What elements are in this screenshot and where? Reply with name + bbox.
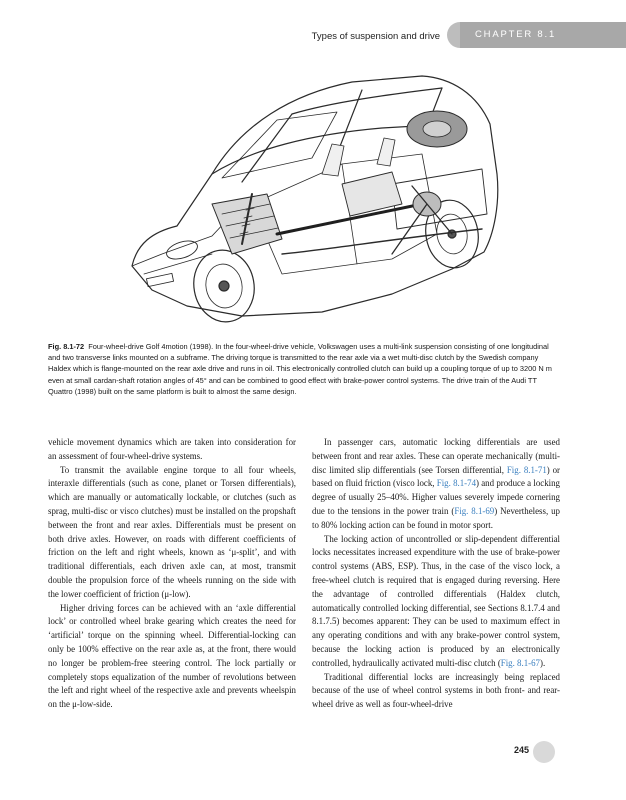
- page-number-decorative-circle: [533, 741, 555, 763]
- paragraph: [312, 533, 560, 671]
- figure-reference-link[interactable]: Fig. 8.1-71: [506, 464, 547, 475]
- paragraph: To transmit the available engine torque to all four wheels, interaxle differentials (such as cone, planet or Torsen differentials), which are manually or automatically lockable, or clutches (such as sprag, multi-disc or visco clutches) must be installed on the propshaft between the front and rear axles. Differentials must be present on both drive axles. However, on roads with different coefficients of friction on the left and right wheels, known as ‘μ-split’, and with traditional differentials, each driven axle can, at most, transmit double the propulsion force of the wheels running on the side with the lower coefficient of friction (μ-low).: [48, 464, 296, 599]
- running-header-title: Types of suspension and drive: [311, 31, 440, 42]
- paragraph: Traditional differential locks are increasingly being replaced because of the use of wheel control systems in both front- and rear-wheel drive as well as four-wheel-drive: [312, 671, 560, 710]
- figure-caption: [48, 341, 560, 397]
- text-run: ) Nevertheless, up to 80% locking action can be found in motor sport.: [312, 505, 560, 530]
- text-run: ) or based on fluid friction (visco lock,: [312, 464, 561, 489]
- paragraph: Higher driving forces can be achieved with an ‘axle differential lock’ or controlled wheel brake gearing which creates the need for ‘artificial’ torque on the spinning wheel. Differential-locking can only be 100% effective on the rear axle as, at the front, there would no longer be problem-free steering control. The lock partially or completely stops equalization of the number of revolutions between the left and right wheel of the respective axle and prevents wheelspin on the μ-low-side.: [48, 602, 296, 710]
- page-number: 245: [514, 745, 530, 755]
- figure-reference-link[interactable]: Fig. 8.1-69: [454, 505, 495, 516]
- figure-caption-text: Four-wheel-drive Golf 4motion (1998). In the four-wheel-drive vehicle, Volkswagen uses a multi-link suspension consisting of one longitudinal and two transverse links mounted on a subframe. The driving torque is transmitted to the rear axle via a wet multi-disc clutch by the Swedish company Haldex which is flange-mounted on the rear axle drive and runs in oil. This electronically controlled clutch can build up a coupling torque of up to 3200 N m even at small cardan-shaft rotation angles of 45° and can be combined to good effect with brake-power control systems. The drive train of the Audi TT Quattro (1998) built on the same platform is built to almost the same design.: [48, 342, 552, 396]
- paragraph: [312, 436, 560, 533]
- body-column-left: [48, 436, 296, 712]
- text-run: In passenger cars, automatic locking differentials are used between front and rear axles. These can operate mechanically (multi-disc limited slip differentials (see Torsen differential,: [312, 437, 560, 475]
- figure-reference-link[interactable]: Fig. 8.1-74: [436, 478, 477, 489]
- figure-reference-link[interactable]: Fig. 8.1-67: [500, 657, 540, 668]
- text-run: The locking action of uncontrolled or slip-dependent differential locks necessitates increased expenditure with the use of brake-power control systems (ABS, ESP). Thus, in the case of the visco lock, a free-wheel clutch is required that is engaged during reversing. Here the advantage of controlled differentials (Haldex clutch, automatically controlled locking differential, see Sections 8.1.7.4 and 8.1.7.5) becomes apparent: They can be used to maximum effect in any operating conditions and with any brake-power control system, because the locking action is produced by an electronically controlled, hydraulically activated multi-disc clutch (: [312, 533, 560, 668]
- car-drivetrain-drawing: [92, 54, 512, 334]
- body-column-right: [312, 436, 560, 712]
- chapter-tab: CHAPTER 8.1: [460, 22, 626, 48]
- text-run: ) and produce a locking degree of usually 25–40%. Higher values severely impede cornering due to the tensions in the power train (: [312, 478, 560, 516]
- text-run: ).: [539, 657, 546, 668]
- figure-car-cutaway-illustration: [92, 54, 512, 334]
- figure-caption-label: Fig. 8.1-72: [48, 342, 85, 351]
- paragraph: vehicle movement dynamics which are taken into consideration for an assessment of four-wheel-drive systems.: [48, 437, 296, 461]
